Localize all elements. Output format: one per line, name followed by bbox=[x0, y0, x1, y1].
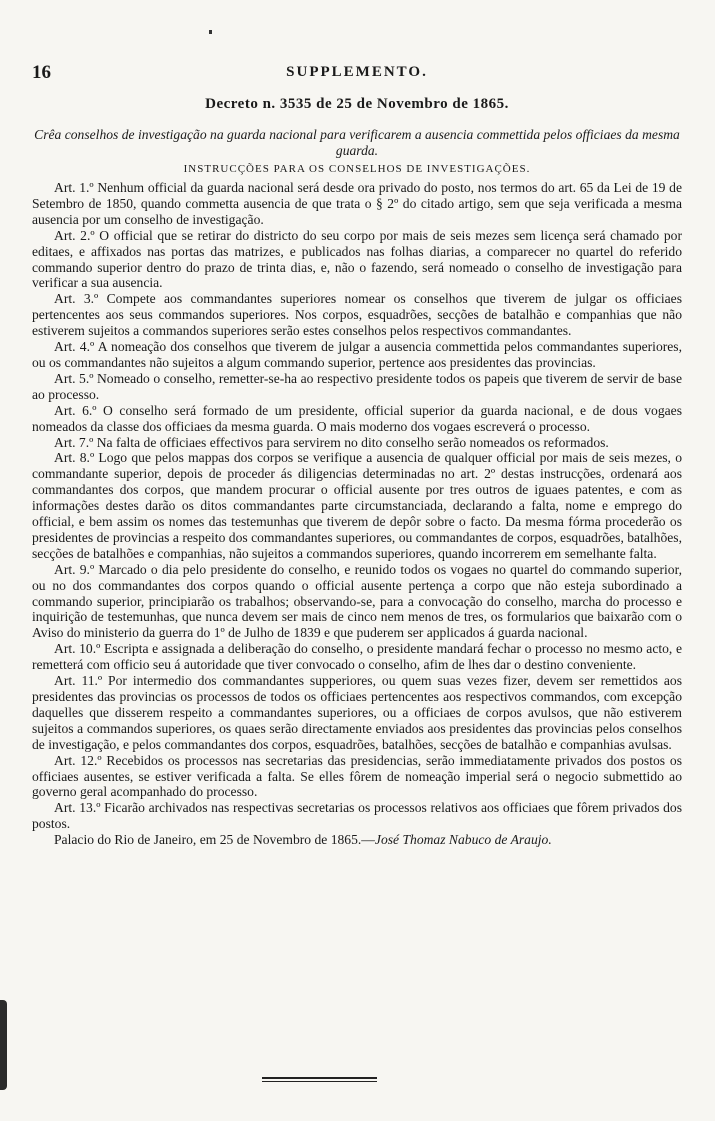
article-13: Art. 13.º Ficarão archivados nas respectivas secretarias os processos relativos aos officiaes que fôrem privados dos postos. bbox=[32, 800, 682, 832]
article-10: Art. 10.º Escripta e assignada a deliberação do conselho, o presidente mandará fechar o processo no mesmo acto, e remetterá com officio seu á autoridade que tiver convocado o conselho, afim de lhes dar o destino conveniente. bbox=[32, 641, 682, 673]
end-rule bbox=[262, 1077, 377, 1079]
article-8: Art. 8.º Logo que pelos mappas dos corpos se verifique a ausencia de qualquer official por mais de seis mezes, o commandante superior, depois de proceder ás diligencias determinadas no art. 2º destas instrucções, ordenará aos commandantes dos corpos, que mandem procurar o official ausente por tres outros de iguaes patentes, e com as informações destes darão os ditos commandantes parte circumstanciada, declarando a falta, nome e emprego do official, e bem assim os nomes das testemunhas que tiverem de depôr sobre o facto. Da mesma fórma procederão os presidentes de provincias a respeito dos commandantes superiores, ou commandantes de corpos, esquadrões, batalhões, secções de batalhões e companhias, não sujeitos a commandos superiores, quando incorrerem em semelhante falta. bbox=[32, 450, 682, 561]
article-3: Art. 3.º Compete aos commandantes superiores nomear os conselhos que tiverem de julgar os officiaes pertencentes aos seus commandos superiores. Nos corpos, esquadrões, secções de batalhão e companhias que não estiverem sujeitos a commandos superiores serão estes conselhos pelos respectivos commandantes. bbox=[32, 291, 682, 339]
decree-title: Decreto n. 3535 de 25 de Novembro de 1865. bbox=[205, 96, 509, 112]
article-5: Art. 5.º Nomeado o conselho, remetter-se-ha ao respectivo presidente todos os papeis que tiverem de servir de base ao processo. bbox=[32, 370, 682, 402]
article-7: Art. 7.º Na falta de officiaes effectivos para servirem no dito conselho serão nomeados os reformados. bbox=[54, 434, 609, 450]
page-edge-shadow bbox=[0, 1000, 7, 1090]
decree-summary: Crêa conselhos de investigação na guarda nacional para verificarem a ausencia commettida pelos officiaes da mesma guarda. bbox=[34, 127, 680, 158]
instructions-heading: INSTRUCÇÕES PARA OS CONSELHOS DE INVESTIGAÇÕES. bbox=[183, 163, 531, 175]
article-4: Art. 4.º A nomeação dos conselhos que tiverem de julgar a ausencia commettida pelos commandantes superiores, ou os commandantes não sujeitos a algum commando superior, pertence aos presidentes das provincias. bbox=[32, 339, 682, 370]
article-11: Art. 11.º Por intermedio dos commandantes supperiores, ou quem suas vezes fizer, devem ser remettidos aos presidentes das provincias os processos de todos os officiaes pertencentes aos respectivos commandos, com excepção daquelles que disserem respeito a commandantes superiores, ou a officiaes de corpos avulsos, que não estiverem sujeitos a commandos superiores, os quaes serão directamente enviados aos presidentes das provincias pelos conselhos de investigação, e pelos commandantes dos corpos, esquadrões, batalhões, secções de batalhão e companhias avulsas. bbox=[32, 673, 682, 752]
article-12: Art. 12.º Recebidos os processos nas secretarias das presidencias, serão immediatamente privados dos postos os officiaes ausentes, se estiver verificada a falta. Se elles fôrem de nomeação imperial será o negocio submettido ao governo geral acompanhado do processo. bbox=[32, 752, 682, 800]
end-rule-thin bbox=[262, 1081, 377, 1082]
article-1: Art. 1.º Nenhum official da guarda nacional será desde ora privado do posto, nos termos do art. 65 da Lei de 19 de Setembro de 1850, quando commetta ausencia de que trata o § 2º do citado artigo, sem que seja verificada a mesma ausencia por um conselho de investigação. bbox=[32, 180, 682, 227]
running-head: SUPPLEMENTO. bbox=[286, 64, 428, 80]
ink-speck bbox=[209, 30, 212, 34]
closing-signature bbox=[32, 832, 682, 848]
page-header bbox=[32, 62, 682, 84]
article-2: Art. 2.º O official que se retirar do districto do seu corpo por mais de seis mezes sem licença será chamado por editaes, e affixados nas portas das matrizes, e publicados nas folhas diarias, a comparecer no quartel do referido commando superior dentro do prazo de trinta dias, e, não o fazendo, será nomeado o conselho de investigação para verificar a sua ausencia. bbox=[32, 227, 682, 291]
closing-text: Palacio do Rio de Janeiro, em 25 de Novembro de 1865.— bbox=[54, 832, 375, 848]
articles-body bbox=[32, 180, 682, 848]
article-6: Art. 6.º O conselho será formado de um presidente, official superior da guarda nacional, e de dous vogaes nomeados da classe dos officiaes da mesma guarda. O mais moderno dos vogaes escreverá o processo. bbox=[32, 402, 682, 434]
page-number: 16 bbox=[32, 62, 51, 83]
article-9: Art. 9.º Marcado o dia pelo presidente do conselho, e reunido todos os vogaes no quartel do commando superior, ou no dos commandantes dos corpos quando o official ausente pertença a corpo que não esteja subordinado a commando superior, principiarão os trabalhos; observando-se, para a convocação do conselho, marcha do processo e inquirição de testemunhas, que nunca devem ser mais de cinco nem menos de tres, os formularios que baixarão com o Aviso do ministerio da guerra do 1º de Julho de 1839 e que puderem ser applicados á guarda nacional. bbox=[32, 561, 682, 641]
signer-name: José Thomaz Nabuco de Araujo. bbox=[374, 832, 552, 848]
